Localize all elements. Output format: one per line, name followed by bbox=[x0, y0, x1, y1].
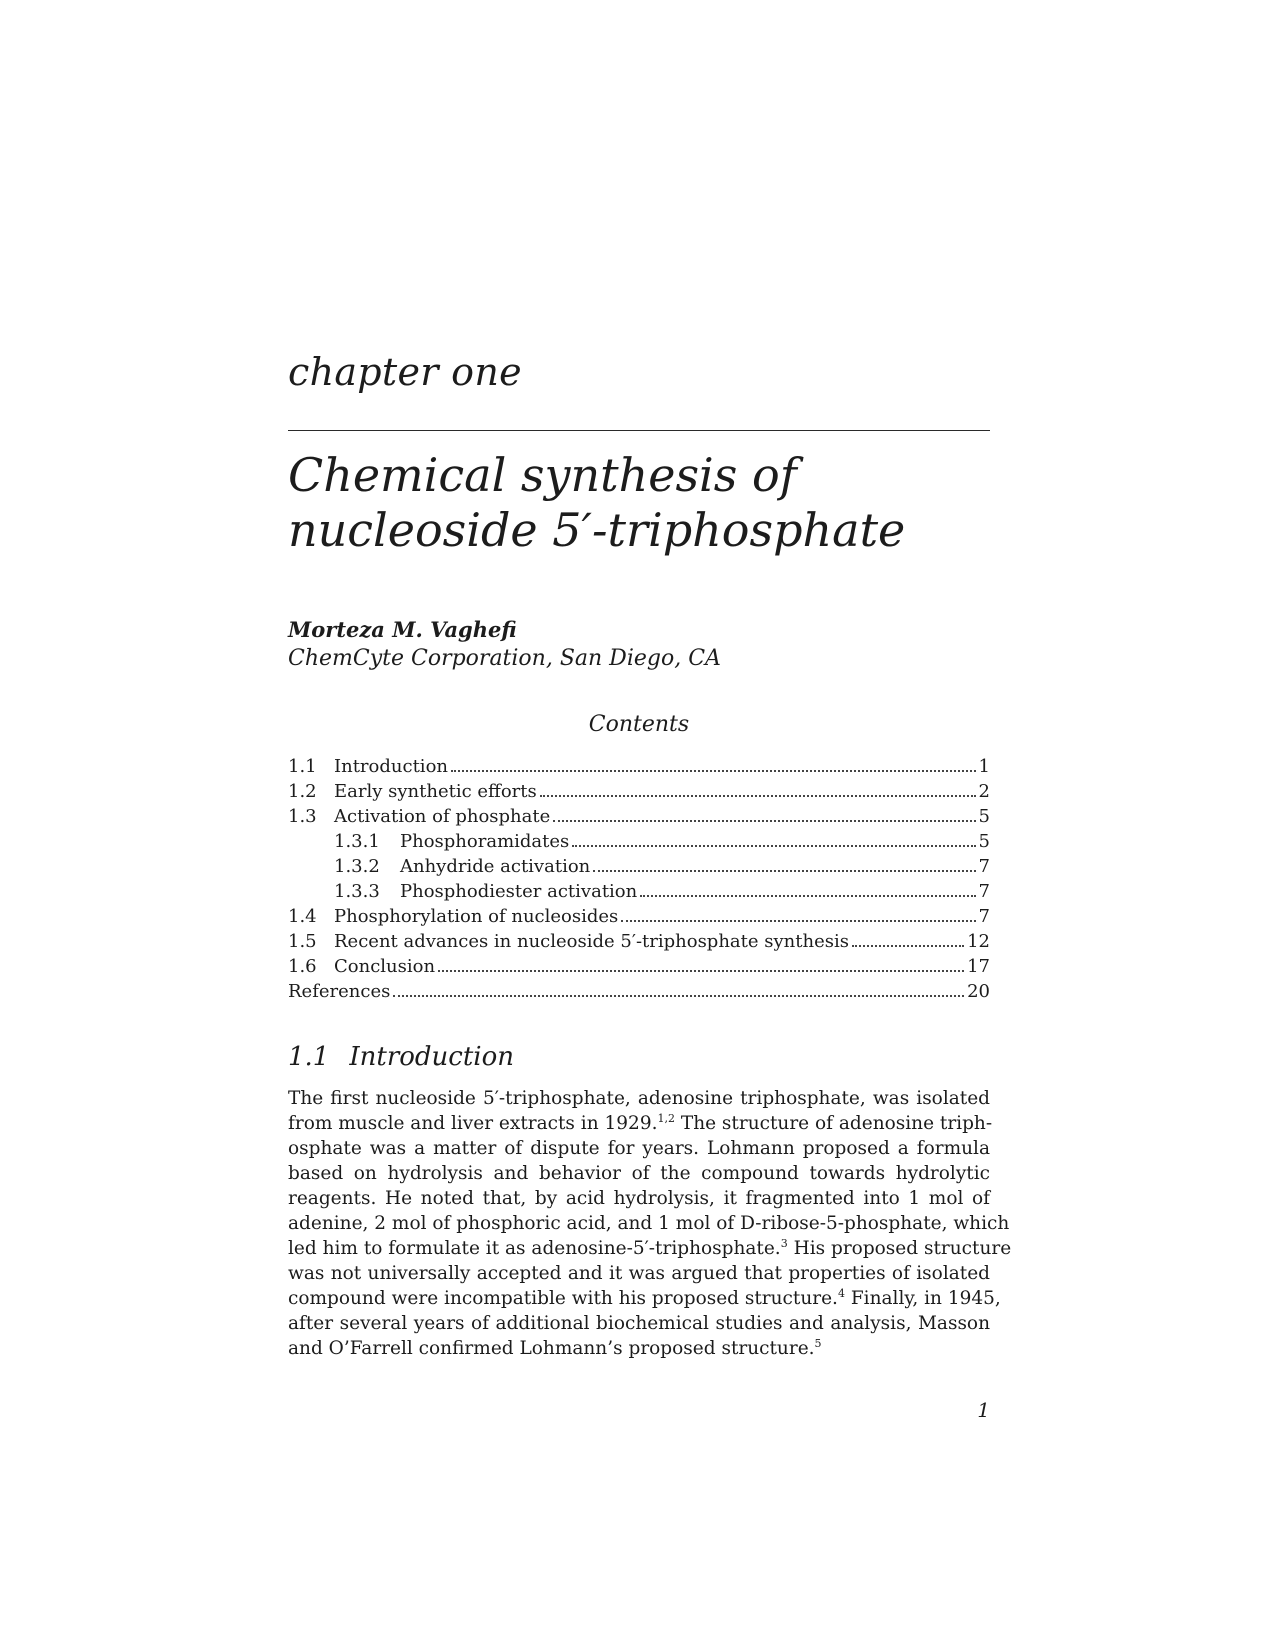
toc-entry[interactable] bbox=[288, 754, 990, 779]
citation-superscript[interactable]: 4 bbox=[837, 1286, 845, 1300]
body-text-line bbox=[288, 1111, 993, 1136]
toc-entry-title: Anhydride activation bbox=[400, 856, 591, 877]
toc-entry-page: 7 bbox=[978, 881, 990, 902]
citation-superscript[interactable]: 1,2 bbox=[657, 1111, 675, 1125]
toc-dot-leader bbox=[572, 845, 975, 847]
chapter-title-line: Chemical synthesis of bbox=[288, 448, 797, 502]
toc-entry[interactable] bbox=[288, 779, 990, 804]
toc-entry-number: 1.3.3 bbox=[334, 881, 380, 902]
toc-entry[interactable] bbox=[288, 804, 990, 829]
toc-entry-title: Recent advances in nucleoside 5′-triphosphate synthesis bbox=[334, 931, 849, 952]
body-text-line bbox=[288, 1286, 1001, 1311]
author-affiliation: ChemCyte Corporation, San Diego, CA bbox=[288, 646, 721, 671]
body-text-run: His proposed structure bbox=[787, 1238, 1012, 1259]
toc-dot-leader bbox=[640, 895, 975, 897]
book-page bbox=[288, 0, 1012, 1650]
body-text-line bbox=[288, 1311, 990, 1336]
toc-entry[interactable] bbox=[288, 929, 990, 954]
toc-entry-number: 1.1 bbox=[288, 756, 317, 777]
toc-dot-leader bbox=[852, 945, 964, 947]
toc-entry-page: 2 bbox=[978, 781, 990, 802]
toc-dot-leader bbox=[540, 795, 976, 797]
toc-entry-references[interactable] bbox=[288, 979, 990, 1004]
chapter-divider-rule bbox=[288, 430, 990, 431]
toc-entry-page: 7 bbox=[978, 856, 990, 877]
body-text-run: adenine, 2 mol of phosphoric acid, and 1 mol of D-ribose-5-phosphate, which bbox=[288, 1213, 1010, 1234]
body-text-run: Finally, in 1945, bbox=[844, 1288, 1001, 1309]
toc-entry-title: Phosphorylation of nucleosides bbox=[334, 906, 619, 927]
toc-entry-number: 1.4 bbox=[288, 906, 317, 927]
toc-entry[interactable] bbox=[288, 954, 990, 979]
body-text-line bbox=[288, 1161, 990, 1186]
body-text-line bbox=[288, 1136, 990, 1161]
chapter-title-line: nucleoside 5′-triphosphate bbox=[288, 503, 906, 557]
toc-entry-title: Phosphoramidates bbox=[400, 831, 570, 852]
toc-entry-number: 1.2 bbox=[288, 781, 317, 802]
toc-dot-leader bbox=[553, 820, 975, 822]
toc-dot-leader bbox=[438, 970, 964, 972]
toc-entry-title: Phosphodiester activation bbox=[400, 881, 638, 902]
toc-entry-page: 20 bbox=[967, 981, 990, 1002]
toc-dot-leader bbox=[621, 920, 975, 922]
page-number: 1 bbox=[977, 1398, 990, 1422]
body-text-run: compound were incompatible with his proposed structure. bbox=[288, 1288, 838, 1309]
toc-entry-page: 5 bbox=[978, 831, 990, 852]
toc-entry-title: Activation of phosphate bbox=[334, 806, 551, 827]
author-name: Morteza M. Vaghefi bbox=[288, 617, 517, 642]
contents-heading: Contents bbox=[588, 712, 690, 737]
toc-entry-page: 5 bbox=[978, 806, 990, 827]
body-paragraph bbox=[288, 1086, 1012, 1361]
body-text-line bbox=[288, 1086, 990, 1111]
body-text-run: and O’Farrell confirmed Lohmann’s proposed structure. bbox=[288, 1338, 815, 1359]
toc-entry-page: 17 bbox=[967, 956, 990, 977]
body-text-line bbox=[288, 1336, 990, 1361]
toc-subentry[interactable] bbox=[288, 854, 990, 879]
body-text-run: osphate was a matter of dispute for years. Lohmann proposed a formula bbox=[288, 1138, 990, 1159]
body-text-run: after several years of additional biochemical studies and analysis, Masson bbox=[288, 1313, 990, 1334]
chapter-title bbox=[288, 448, 905, 558]
section-title: Introduction bbox=[349, 1042, 515, 1072]
section-number: 1.1 bbox=[288, 1042, 330, 1072]
body-text-run: from muscle and liver extracts in 1929. bbox=[288, 1113, 658, 1134]
toc-entry-title: References bbox=[288, 981, 391, 1002]
toc-entry-page: 7 bbox=[978, 906, 990, 927]
table-of-contents bbox=[288, 754, 990, 1004]
body-text-line bbox=[288, 1261, 990, 1286]
body-text-line bbox=[288, 1186, 990, 1211]
body-text-run: based on hydrolysis and behavior of the compound towards hydrolytic bbox=[288, 1163, 990, 1184]
body-text-run: The first nucleoside 5′-triphosphate, adenosine triphosphate, was isolated bbox=[288, 1088, 990, 1109]
toc-entry-title: Conclusion bbox=[334, 956, 436, 977]
toc-entry-number: 1.5 bbox=[288, 931, 317, 952]
toc-entry[interactable] bbox=[288, 904, 990, 929]
citation-superscript[interactable]: 3 bbox=[780, 1236, 788, 1250]
toc-subentry[interactable] bbox=[288, 829, 990, 854]
body-text-line bbox=[288, 1236, 1012, 1261]
section-heading bbox=[288, 1040, 514, 1074]
body-text-run: The structure of adenosine triph- bbox=[674, 1113, 993, 1134]
citation-superscript[interactable]: 5 bbox=[814, 1336, 822, 1350]
toc-entry-number: 1.3.2 bbox=[334, 856, 380, 877]
chapter-label: chapter one bbox=[288, 350, 522, 394]
toc-entry-number: 1.3.1 bbox=[334, 831, 380, 852]
body-text-line bbox=[288, 1211, 1010, 1236]
body-text-run: was not universally accepted and it was argued that properties of isolated bbox=[288, 1263, 990, 1284]
toc-entry-number: 1.6 bbox=[288, 956, 317, 977]
toc-entry-title: Introduction bbox=[334, 756, 448, 777]
toc-dot-leader bbox=[451, 770, 976, 772]
body-text-run: led him to formulate it as adenosine-5′-triphosphate. bbox=[288, 1238, 781, 1259]
toc-entry-page: 12 bbox=[967, 931, 990, 952]
toc-entry-number: 1.3 bbox=[288, 806, 317, 827]
toc-dot-leader bbox=[393, 995, 964, 997]
toc-entry-title: Early synthetic efforts bbox=[334, 781, 537, 802]
body-text-run: reagents. He noted that, by acid hydrolysis, it fragmented into 1 mol of bbox=[288, 1188, 990, 1209]
toc-entry-page: 1 bbox=[978, 756, 990, 777]
toc-subentry[interactable] bbox=[288, 879, 990, 904]
toc-dot-leader bbox=[593, 870, 975, 872]
